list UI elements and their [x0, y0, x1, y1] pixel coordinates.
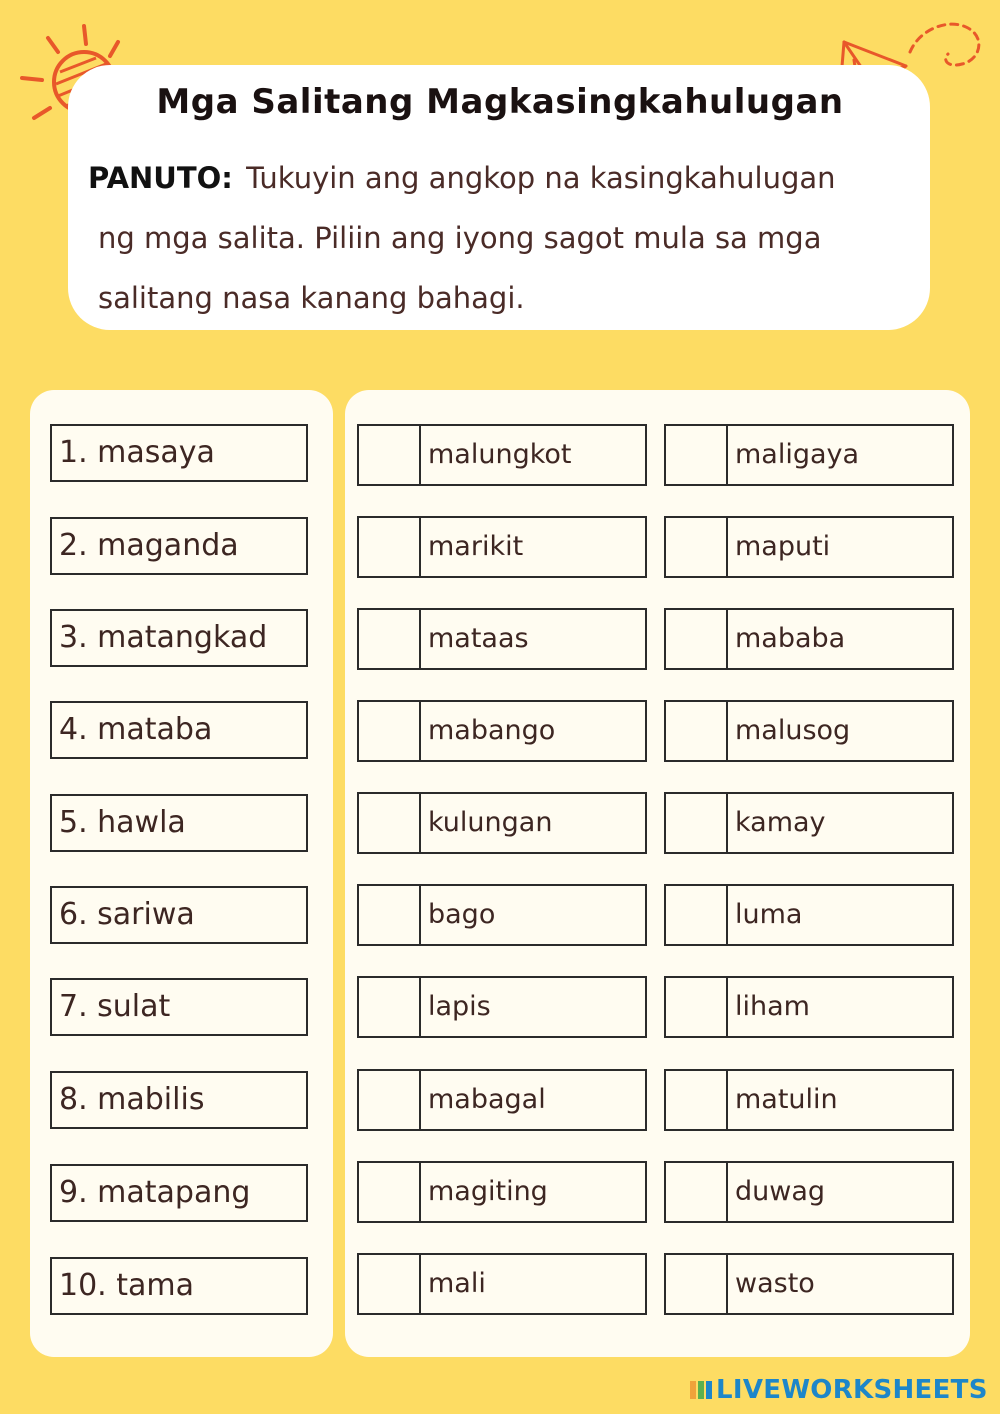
choice-label: mali	[428, 1268, 486, 1299]
choice-label: mabango	[428, 715, 556, 746]
choice-label: mabagal	[428, 1084, 546, 1115]
answer-checkbox[interactable]	[666, 702, 728, 760]
word-box-2: 2. maganda	[50, 517, 308, 575]
choice-label: kamay	[735, 807, 826, 838]
choice-label: malusog	[735, 715, 851, 746]
page-title: Mga Salitang Magkasingkahulugan	[156, 82, 844, 122]
answer-checkbox[interactable]	[359, 1071, 421, 1129]
word-box-3: 3. matangkad	[50, 609, 308, 667]
instructions	[88, 148, 933, 328]
choice-row-7-b[interactable]	[664, 976, 954, 1038]
word-box-5: 5. hawla	[50, 794, 308, 852]
answer-checkbox[interactable]	[666, 610, 728, 668]
answer-checkbox[interactable]	[359, 426, 421, 484]
choice-row-8-a[interactable]	[357, 1069, 647, 1131]
instructions-line-1: Tukuyin ang angkop na kasingkahulugan	[246, 161, 836, 195]
liveworksheets-logo-icon	[690, 1379, 712, 1401]
choice-row-9-a[interactable]	[357, 1161, 647, 1223]
choice-label: maligaya	[735, 439, 860, 470]
choice-row-5-b[interactable]	[664, 792, 954, 854]
word-box-9: 9. matapang	[50, 1164, 308, 1222]
instructions-line-2: ng mga salita. Piliin ang iyong sagot mula sa mga	[98, 221, 822, 255]
answer-checkbox[interactable]	[666, 1071, 728, 1129]
choice-row-6-a[interactable]	[357, 884, 647, 946]
choice-label: matulin	[735, 1084, 838, 1115]
choice-row-3-b[interactable]	[664, 608, 954, 670]
answer-checkbox[interactable]	[666, 426, 728, 484]
word-box-10: 10. tama	[50, 1257, 308, 1315]
brand-footer[interactable]	[690, 1372, 988, 1408]
choice-label: luma	[735, 899, 803, 930]
choice-row-5-a[interactable]	[357, 792, 647, 854]
choice-label: magiting	[428, 1176, 548, 1207]
choice-label: malungkot	[428, 439, 572, 470]
answer-checkbox[interactable]	[359, 794, 421, 852]
answer-checkbox[interactable]	[359, 610, 421, 668]
choice-label: mababa	[735, 623, 846, 654]
choice-label: bago	[428, 899, 496, 930]
choice-label: duwag	[735, 1176, 826, 1207]
choice-row-6-b[interactable]	[664, 884, 954, 946]
choice-row-4-b[interactable]	[664, 700, 954, 762]
instructions-lead: PANUTO:	[88, 161, 233, 195]
choice-row-8-b[interactable]	[664, 1069, 954, 1131]
answer-checkbox[interactable]	[359, 978, 421, 1036]
choice-row-2-a[interactable]	[357, 516, 647, 578]
brand-name: LIVEWORKSHEETS	[716, 1375, 988, 1405]
choice-row-9-b[interactable]	[664, 1161, 954, 1223]
answer-checkbox[interactable]	[666, 886, 728, 944]
choice-row-1-b[interactable]	[664, 424, 954, 486]
answer-checkbox[interactable]	[666, 978, 728, 1036]
choice-label: maputi	[735, 531, 831, 562]
choice-label: lapis	[428, 991, 491, 1022]
answer-checkbox[interactable]	[359, 886, 421, 944]
choice-row-10-a[interactable]	[357, 1253, 647, 1315]
choice-row-10-b[interactable]	[664, 1253, 954, 1315]
choice-row-7-a[interactable]	[357, 976, 647, 1038]
choice-row-4-a[interactable]	[357, 700, 647, 762]
answer-checkbox[interactable]	[666, 1163, 728, 1221]
word-box-8: 8. mabilis	[50, 1071, 308, 1129]
instructions-line-3: salitang nasa kanang bahagi.	[98, 281, 525, 315]
choice-label: marikit	[428, 531, 524, 562]
choice-row-3-a[interactable]	[357, 608, 647, 670]
answer-checkbox[interactable]	[359, 702, 421, 760]
word-box-4: 4. mataba	[50, 701, 308, 759]
choice-label: kulungan	[428, 807, 553, 838]
choice-label: liham	[735, 991, 810, 1022]
answer-checkbox[interactable]	[359, 1163, 421, 1221]
answer-checkbox[interactable]	[666, 1255, 728, 1313]
choice-label: wasto	[735, 1268, 815, 1299]
word-box-6: 6. sariwa	[50, 886, 308, 944]
word-box-1: 1. masaya	[50, 424, 308, 482]
word-box-7: 7. sulat	[50, 978, 308, 1036]
choice-row-1-a[interactable]	[357, 424, 647, 486]
answer-checkbox[interactable]	[666, 794, 728, 852]
answer-checkbox[interactable]	[359, 518, 421, 576]
choice-row-2-b[interactable]	[664, 516, 954, 578]
choice-label: mataas	[428, 623, 529, 654]
answer-checkbox[interactable]	[359, 1255, 421, 1313]
answer-checkbox[interactable]	[666, 518, 728, 576]
